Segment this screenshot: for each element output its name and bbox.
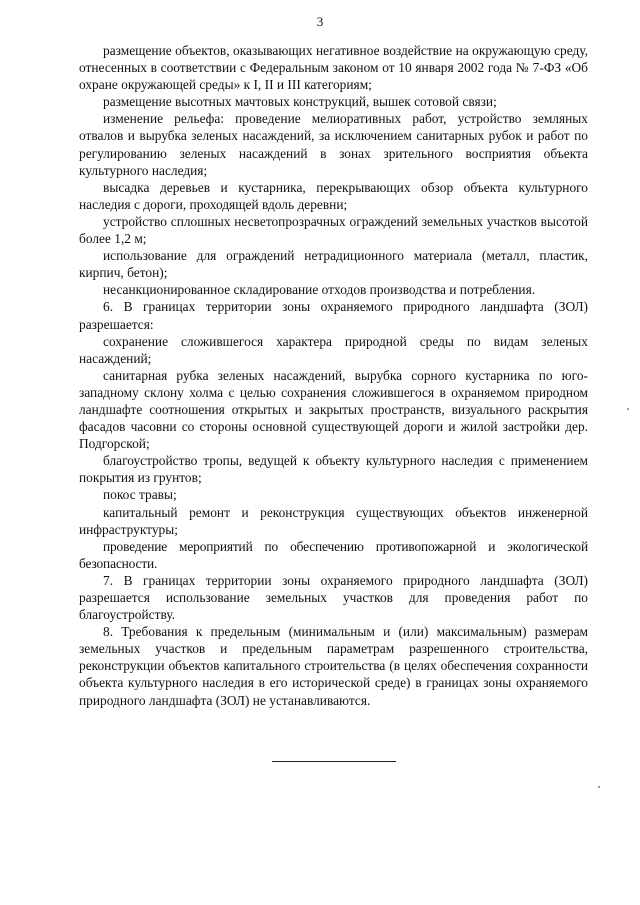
section-7-paragraph: 7. В границах территории зоны охраняемого природного ландшафта (ЗОЛ) разрешается использование земельных участков для проведения работ по благоустройству.: [79, 572, 588, 623]
document-body: [79, 42, 588, 709]
paragraph-relief-change: изменение рельефа: проведение мелиоративных работ, устройство земляных отвалов и вырубка зеленых насаждений, за исключением санитарных рубок и работ по регулированию зеленых насаждений в зонах зрительного восприятия объекта культурного наследия;: [79, 111, 588, 178]
scan-speck: [598, 786, 600, 788]
paragraph-path-improvement: благоустройство тропы, ведущей к объекту культурного наследия с применением покрытия из грунтов;: [79, 453, 588, 486]
paragraph-mowing: покос травы;: [103, 487, 177, 503]
section-6-heading: 6. В границах территории зоны охраняемого природного ландшафта (ЗОЛ) разрешается:: [79, 299, 588, 332]
paragraph-negative-impact: размещение объектов, оказывающих негативное воздействие на окружающую среду, отнесенных в соответствии с Федеральным законом от 10 января 2002 года № 7-ФЗ «Об охране окружающей среды» к I, II и III категориям;: [79, 43, 588, 93]
paragraph-nature-preservation: сохранение сложившегося характера природной среды по видам зеленых насаждений;: [79, 333, 588, 366]
page-number: 3: [316, 14, 324, 29]
scan-speck: [627, 408, 629, 410]
section-8-paragraph: 8. Требования к предельным (минимальным и (или) максимальным) размерам земельных участков и предельным параметрам разрешенного строительства, реконструкции объектов капитального строительства (в целях обеспечения сохранности объекта культурного наследия в его исторической среде) в границах зоны охраняемого природного ландшафта (ЗОЛ) не устанавливаются.: [79, 624, 588, 708]
paragraph-fences: устройство сплошных несветопрозрачных ограждений земельных участков высотой более 1,2 м;: [79, 213, 588, 247]
paragraph-safety-measures: проведение мероприятий по обеспечению противопожарной и экологической безопасности.: [79, 538, 588, 571]
paragraph-waste-storage: несанкционированное складирование отходов производства и потребления.: [103, 282, 536, 298]
paragraph-towers: размещение высотных мачтовых конструкций, вышек сотовой связи;: [103, 94, 497, 110]
paragraph-fence-materials: использование для ограждений нетрадиционного материала (металл, пластик, кирпич, бетон);: [79, 248, 588, 281]
paragraph-tree-planting: высадка деревьев и кустарника, перекрывающих обзор объекта культурного наследия с дороги, проходящей вдоль деревни;: [79, 179, 588, 212]
closing-separator-line: [272, 761, 396, 762]
paragraph-sanitary-cutting: санитарная рубка зеленых насаждений, вырубка сорного кустарника по юго-западному склону холма с целью сохранения сложившегося в охраняемом природном ландшафте соотношения открытых и закрытых пространств, визуального раскрытия фасадов часовни со стороны основной существующей дороги и жилой застройки дер. Подгорской;: [79, 367, 588, 452]
paragraph-infrastructure: капитальный ремонт и реконструкция существующих объектов инженерной инфраструктуры;: [79, 504, 588, 537]
